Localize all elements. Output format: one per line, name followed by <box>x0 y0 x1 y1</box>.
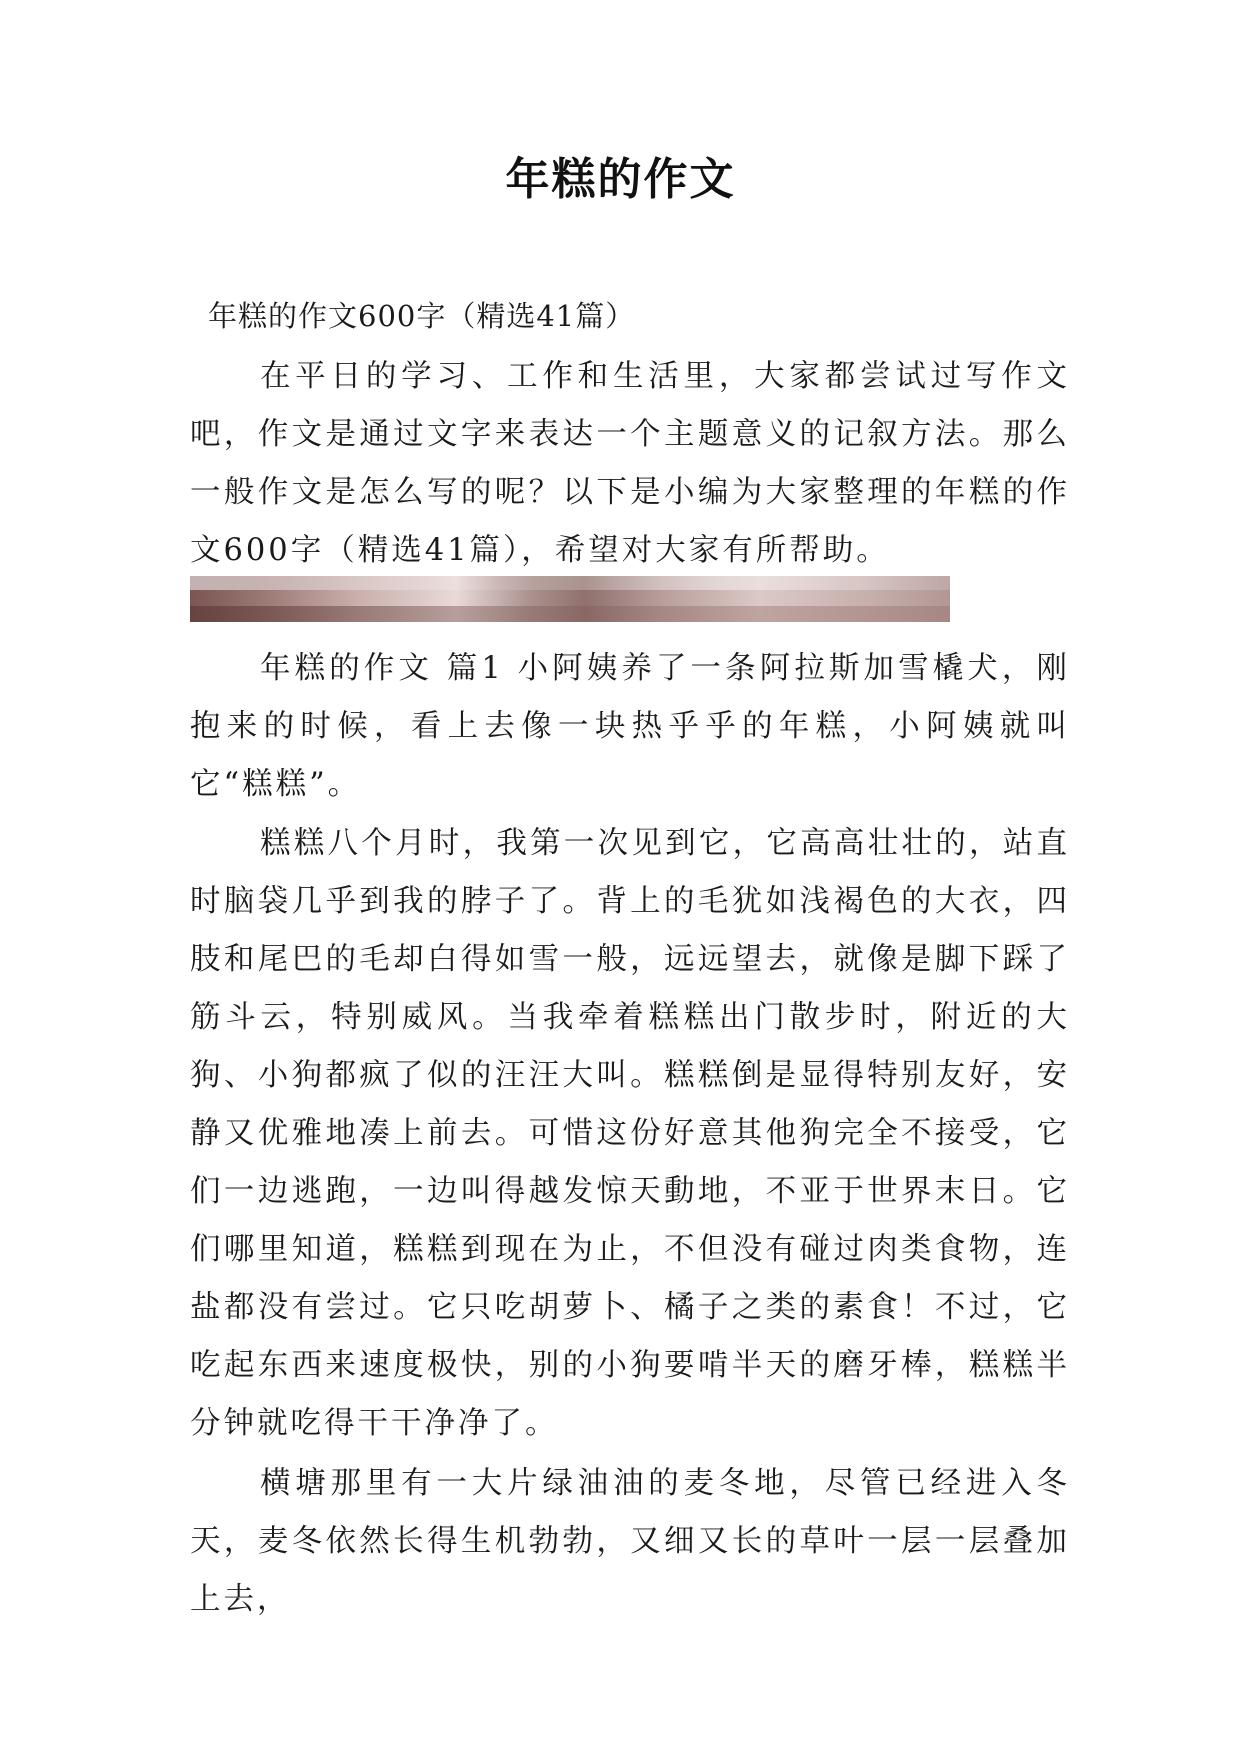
intro-paragraph: 在平日的学习、工作和生活里，大家都尝试过写作文吧，作文是通过文字来表达一个主题意义的记叙方法。那么一般作文是怎么写的呢？以下是小编为大家整理的年糕的作文600字（精选41篇），希望对大家有所帮助。 <box>190 359 1070 568</box>
document-subtitle: 年糕的作文600字（精选41篇） <box>208 299 636 333</box>
paragraph-3: 横塘那里有一大片绿油油的麦冬地，尽管已经进入冬天，麦冬依然长得生机勃勃，又细又长的草叶一层一层叠加上去， <box>190 1466 1070 1617</box>
banner-image <box>190 576 950 622</box>
paragraph-1-spacer <box>504 651 518 686</box>
paragraph-2: 糕糕八个月时，我第一次见到它，它高高壮壮的，站直时脑袋几乎到我的脖子了。背上的毛犹如浅褐色的大衣，四肢和尾巴的毛却白得如雪一般，远远望去，就像是脚下踩了筋斗云，特别威风。当我牵着糕糕出门散步时，附近的大狗、小狗都疯了似的汪汪大叫。糕糕倒是显得特别友好，安静又优雅地凑上前去。可惜这份好意其他狗完全不接受，它们一边逃跑，一边叫得越发惊天動地，不亚于世界末日。它们哪里知道，糕糕到现在为止，不但没有碰过肉类食物，连盐都没有尝过。它只吃胡萝卜、橘子之类的素食！不过，它吃起东西来速度极快，别的小狗要啃半天的磨牙棒，糕糕半分钟就吃得干干净净了。 <box>190 826 1070 1441</box>
paragraph-1 <box>190 640 1070 814</box>
document-title: 年糕的作文 <box>505 154 736 205</box>
paragraph-1-text: 小阿姨养了一条阿拉斯加雪橇犬，刚抱来的时候，看上去像一块热乎乎的年糕，小阿姨就叫它“糕糕”。 <box>190 651 1070 802</box>
section-header: 年糕的作文 篇1 <box>260 651 504 686</box>
